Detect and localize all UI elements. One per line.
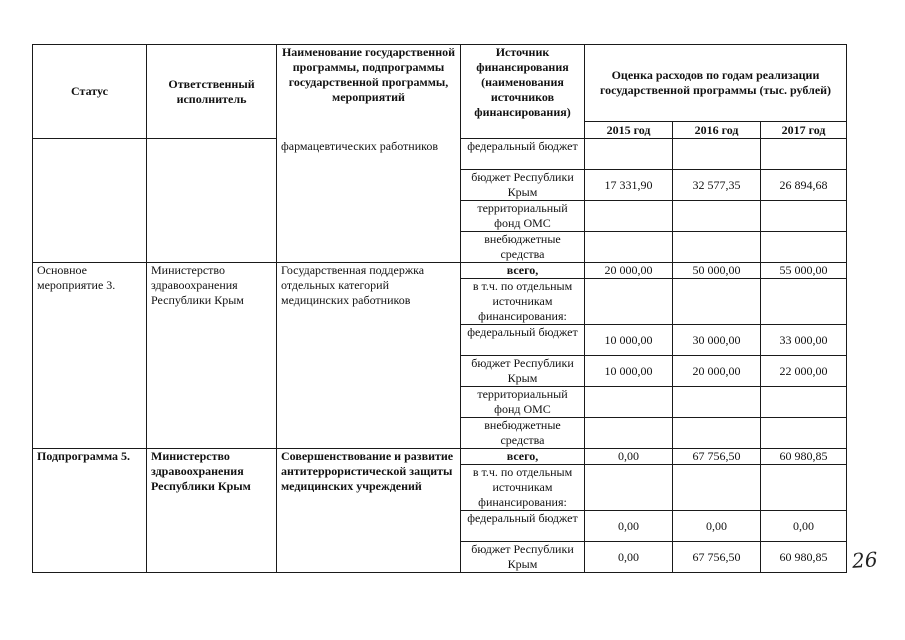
- value-2016: 67 756,50: [673, 449, 761, 465]
- value-2017: [761, 387, 847, 418]
- value-2017: [761, 139, 847, 170]
- program-name-header-tail: [277, 122, 461, 139]
- value-2015: 0,00: [585, 542, 673, 573]
- value-2016: [673, 387, 761, 418]
- source-cell: территориальный фонд ОМС: [461, 387, 585, 418]
- budget-table: [32, 44, 847, 573]
- value-2016: [673, 232, 761, 263]
- table-row: [33, 139, 847, 170]
- executor-cell: Министерство здравоохранения Республики Крым: [147, 449, 277, 573]
- value-2016: 67 756,50: [673, 542, 761, 573]
- value-2015: 0,00: [585, 449, 673, 465]
- value-2017: 55 000,00: [761, 263, 847, 279]
- table-row: [33, 263, 847, 279]
- status-header: Статус: [33, 45, 147, 139]
- source-cell: бюджет Республики Крым: [461, 542, 585, 573]
- value-2016: [673, 279, 761, 325]
- header-row: [33, 45, 847, 122]
- value-2015: 17 331,90: [585, 170, 673, 201]
- program-name-cell: фармацевтических работников: [277, 139, 461, 263]
- year-2017-header: 2017 год: [761, 122, 847, 139]
- source-cell: внебюджетные средства: [461, 232, 585, 263]
- table-row: [33, 449, 847, 465]
- value-2016: 50 000,00: [673, 263, 761, 279]
- value-2015: [585, 465, 673, 511]
- value-2015: [585, 279, 673, 325]
- program-name-cell: Государственная поддержка отдельных категорий медицинских работников: [277, 263, 461, 449]
- value-2015: [585, 418, 673, 449]
- value-2017: 60 980,85: [761, 449, 847, 465]
- value-2017: [761, 279, 847, 325]
- program-name-header: Наименование государственной программы, подпрограммы государственной программы, мероприятий: [277, 45, 461, 122]
- value-2016: [673, 139, 761, 170]
- source-cell: всего,: [461, 263, 585, 279]
- value-2015: 20 000,00: [585, 263, 673, 279]
- value-2016: 0,00: [673, 511, 761, 542]
- value-2017: 33 000,00: [761, 325, 847, 356]
- value-2015: [585, 387, 673, 418]
- source-cell: федеральный бюджет: [461, 511, 585, 542]
- value-2017: [761, 418, 847, 449]
- source-cell: федеральный бюджет: [461, 139, 585, 170]
- value-2017: 60 980,85: [761, 542, 847, 573]
- status-cell: Основное мероприятие 3.: [33, 263, 147, 449]
- value-2015: 0,00: [585, 511, 673, 542]
- value-2017: 26 894,68: [761, 170, 847, 201]
- executor-header: Ответственный исполнитель: [147, 45, 277, 139]
- source-cell: федеральный бюджет: [461, 325, 585, 356]
- value-2015: [585, 232, 673, 263]
- source-cell: всего,: [461, 449, 585, 465]
- value-2016: [673, 201, 761, 232]
- value-2017: [761, 201, 847, 232]
- value-2015: [585, 139, 673, 170]
- value-2017: 22 000,00: [761, 356, 847, 387]
- source-cell: бюджет Республики Крым: [461, 356, 585, 387]
- year-2015-header: 2015 год: [585, 122, 673, 139]
- value-2016: [673, 418, 761, 449]
- source-cell: в т.ч. по отдельным источникам финансирования:: [461, 279, 585, 325]
- page-number: 26: [851, 547, 879, 573]
- source-cell: территориальный фонд ОМС: [461, 201, 585, 232]
- source-cell: бюджет Республики Крым: [461, 170, 585, 201]
- estimate-header: Оценка расходов по годам реализации государственной программы (тыс. рублей): [585, 45, 847, 122]
- year-2016-header: 2016 год: [673, 122, 761, 139]
- value-2016: 32 577,35: [673, 170, 761, 201]
- status-cell: [33, 139, 147, 263]
- executor-cell: Министерство здравоохранения Республики Крым: [147, 263, 277, 449]
- value-2015: 10 000,00: [585, 325, 673, 356]
- source-cell: внебюджетные средства: [461, 418, 585, 449]
- source-header: Источник финансирования (наименования источников финансирования): [461, 45, 585, 139]
- source-cell: в т.ч. по отдельным источникам финансирования:: [461, 465, 585, 511]
- status-cell: Подпрограмма 5.: [33, 449, 147, 573]
- value-2015: [585, 201, 673, 232]
- value-2015: 10 000,00: [585, 356, 673, 387]
- value-2016: 20 000,00: [673, 356, 761, 387]
- value-2017: [761, 465, 847, 511]
- value-2017: 0,00: [761, 511, 847, 542]
- executor-cell: [147, 139, 277, 263]
- program-name-cell: Совершенствование и развитие антитеррористической защиты медицинских учреждений: [277, 449, 461, 573]
- value-2017: [761, 232, 847, 263]
- value-2016: [673, 465, 761, 511]
- value-2016: 30 000,00: [673, 325, 761, 356]
